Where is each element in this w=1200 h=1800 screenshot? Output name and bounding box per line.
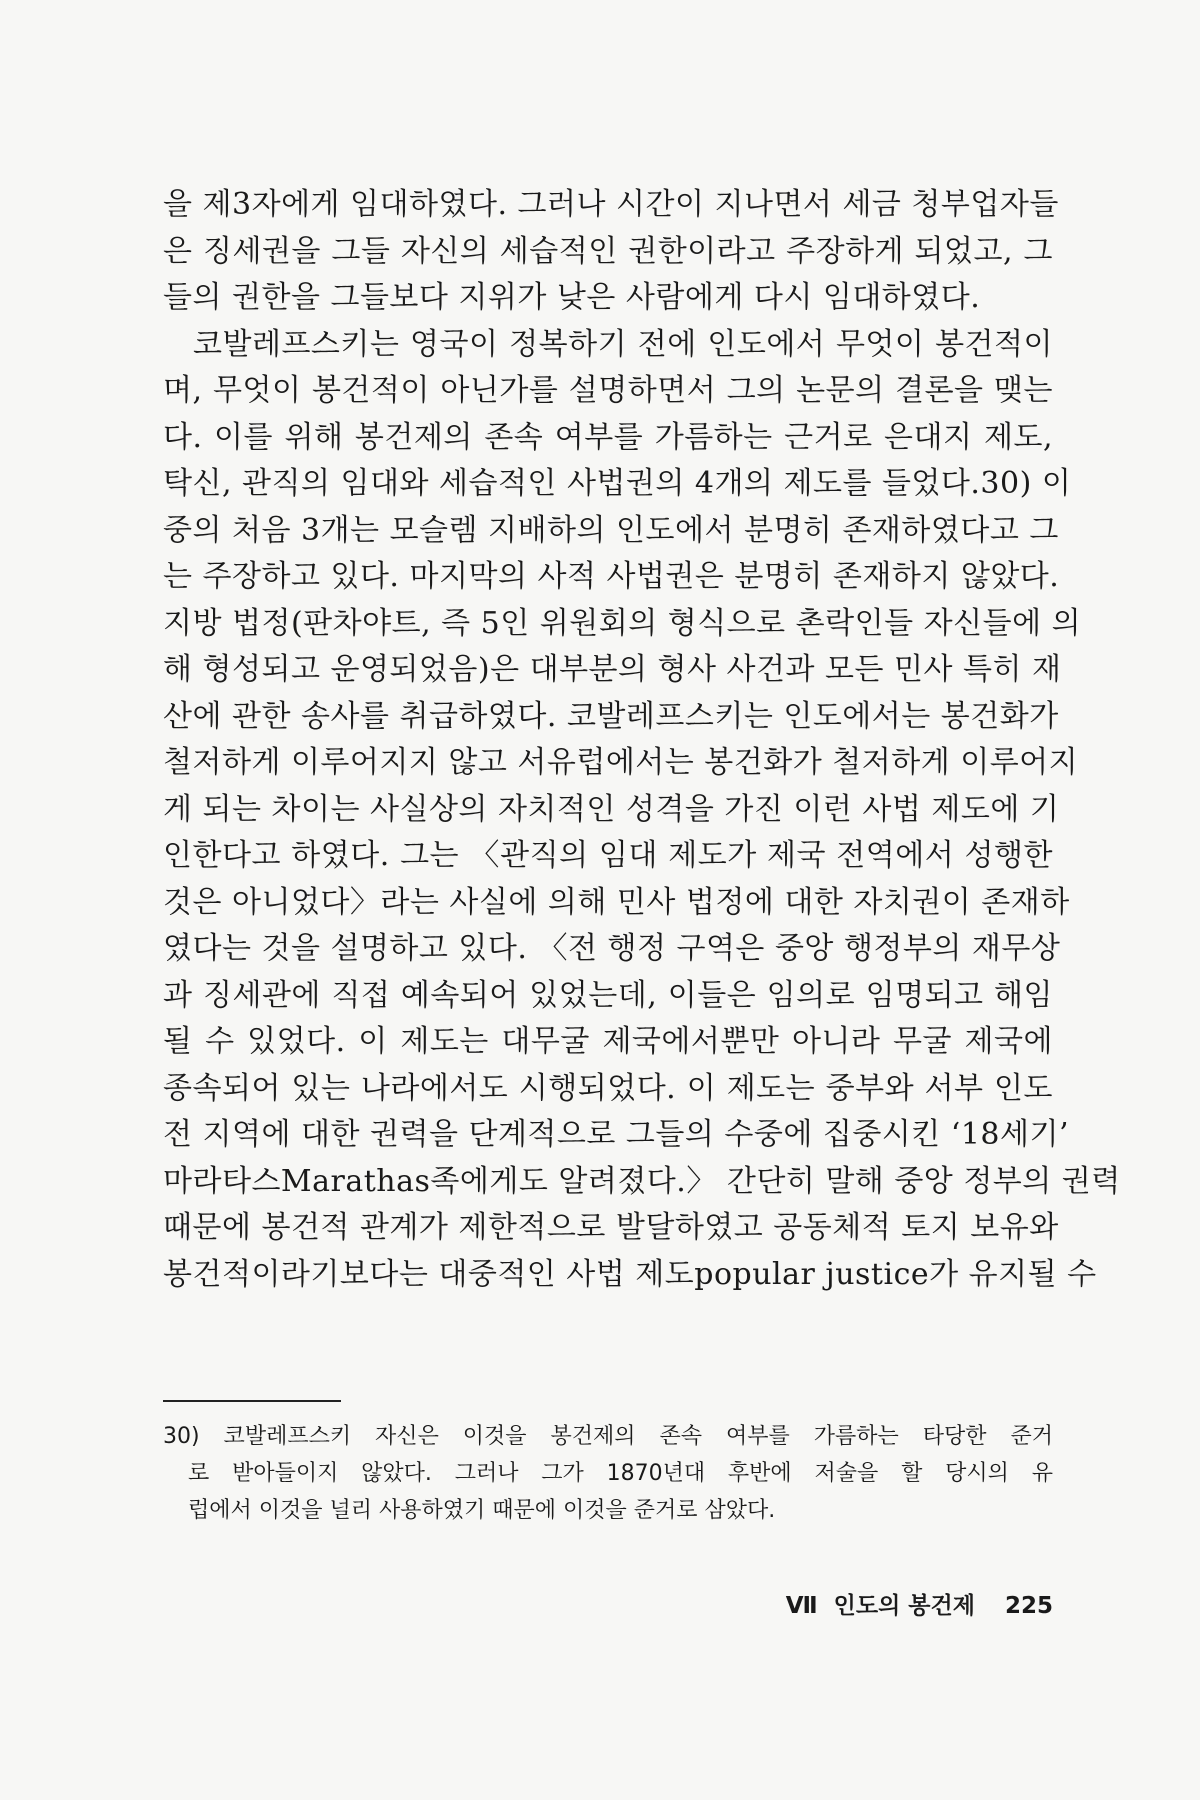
text-line: 것은 아니었다〉라는 사실에 의해 민사 법정에 대한 자치권이 존재하 xyxy=(163,884,1070,920)
footnote-line: 30) 코발레프스키 자신은 이것을 봉건제의 존속 여부를 가름하는 타당한 준거 xyxy=(163,1424,1053,1449)
text-line: 인한다고 하였다. 그는 〈관직의 임대 제도가 제국 전역에서 성행한 xyxy=(163,838,1053,873)
text-line: 될 수 있었다. 이 제도는 대무굴 제국에서뿐만 아니라 무굴 제국에 xyxy=(163,1024,1053,1059)
text-line: 코발레프스키는 영국이 정복하기 전에 인도에서 무엇이 봉건적이 xyxy=(193,326,1053,362)
text-line: 을 제3자에게 임대하였다. 그러나 시간이 지나면서 세금 청부업자들 xyxy=(163,187,1059,222)
footnote xyxy=(163,1418,1053,1529)
text-line: 다. 이를 위해 봉건제의 존속 여부를 가름하는 근거로 은대지 제도, xyxy=(163,419,1053,455)
text-line: 종속되어 있는 나라에서도 시행되었다. 이 제도는 중부와 서부 인도 xyxy=(163,1070,1053,1106)
text-line: 중의 처음 3개는 모슬렘 지배하의 인도에서 분명히 존재하였다고 그 xyxy=(163,512,1059,548)
chapter-number: Ⅶ xyxy=(785,1593,818,1619)
text-line: 철저하게 이루어지지 않고 서유럽에서는 봉건화가 철저하게 이루어지 xyxy=(163,745,1079,780)
text-line: 게 되는 차이는 사실상의 자치적인 성격을 가진 이런 사법 제도에 기 xyxy=(163,791,1060,827)
text-line: 은 징세권을 그들 자신의 세습적인 권한이라고 주장하게 되었고, 그 xyxy=(163,233,1053,269)
text-line: 며, 무엇이 봉건적이 아닌가를 설명하면서 그의 논문의 결론을 맺는 xyxy=(163,373,1053,408)
text-line: 탁신, 관직의 임대와 세습적인 사법권의 4개의 제도를 들었다.30) 이 xyxy=(163,466,1072,501)
running-footer xyxy=(786,1587,1053,1620)
footnote-line: 럽에서 이것을 널리 사용하였기 때문에 이것을 준거로 삼았다. xyxy=(188,1498,776,1523)
text-line: 봉건적이라기보다는 대중적인 사법 제도popular justice가 유지될 수 xyxy=(163,1256,1097,1292)
chapter-title: 인도의 봉건제 xyxy=(833,1593,975,1619)
text-line: 해 형성되고 운영되었음)은 대부분의 형사 사건과 모든 민사 특히 재 xyxy=(163,652,1062,687)
body-text xyxy=(163,182,1121,1298)
text-line: 전 지역에 대한 권력을 단계적으로 그들의 수중에 집중시킨 ‘18세기’ xyxy=(163,1117,1070,1152)
text-line: 는 주장하고 있다. 마지막의 사적 사법권은 분명히 존재하지 않았다. xyxy=(163,559,1060,594)
text-line: 지방 법정(판차야트, 즉 5인 위원회의 형식으로 촌락인들 자신들에 의 xyxy=(163,605,1082,641)
text-line: 였다는 것을 설명하고 있다. 〈전 행정 구역은 중앙 행정부의 재무상 xyxy=(163,931,1061,966)
footnote-line: 로 받아들이지 않았다. 그러나 그가 1870년대 후반에 저술을 할 당시의 유 xyxy=(188,1461,1053,1486)
text-line: 들의 권한을 그들보다 지위가 낮은 사람에게 다시 임대하였다. xyxy=(163,280,981,315)
text-line: 과 징세관에 직접 예속되어 있었는데, 이들은 임의로 임명되고 해임 xyxy=(163,977,1053,1013)
text-line: 때문에 봉건적 관계가 제한적으로 발달하였고 공동체적 토지 보유와 xyxy=(163,1210,1059,1245)
text-line: 마라타스Marathas족에게도 알려졌다.〉 간단히 말해 중앙 정부의 권력 xyxy=(163,1163,1121,1199)
footnote-divider xyxy=(163,1400,341,1402)
text-line: 산에 관한 송사를 취급하였다. 코발레프스키는 인도에서는 봉건화가 xyxy=(163,698,1059,734)
page-number: 225 xyxy=(1004,1593,1053,1619)
